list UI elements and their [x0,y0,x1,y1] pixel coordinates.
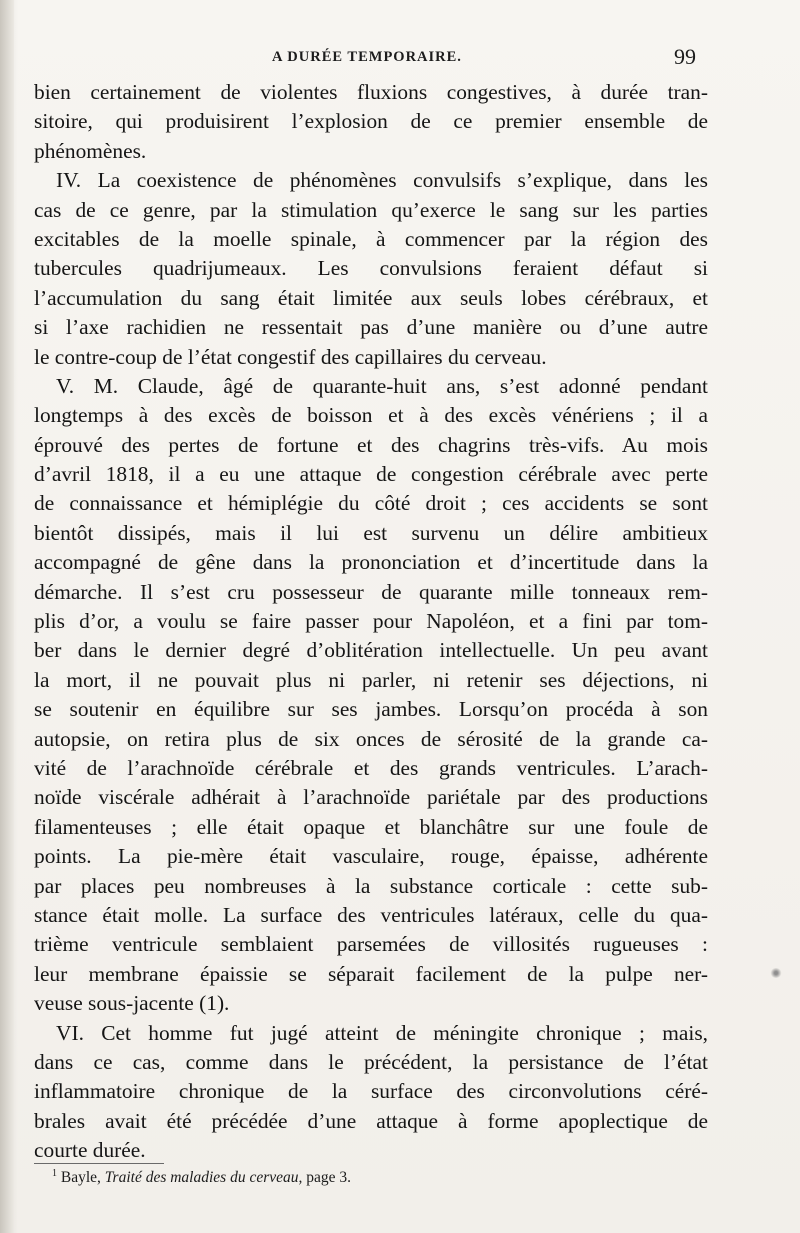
text-line: tubercules quadrijumeaux. Les convulsions feraient défaut si [34,256,708,281]
text-line: excitables de la moelle spinale, à commencer par la région des [34,226,708,251]
body-text [34,78,708,1165]
text-line: filamenteuses ; elle était opaque et blanchâtre sur une foule de [34,814,708,839]
text-line: veuse sous-jacente (1). [34,991,230,1016]
ink-stain [770,968,782,978]
text-line: l’accumulation du sang était limitée aux seuls lobes cérébraux, et [34,285,708,310]
footnote-marker: 1 [52,1168,57,1179]
text-line: par places peu nombreuses à la substance corticale : cette sub- [34,873,708,898]
text-line: sitoire, qui produisirent l’explosion de ce premier ensemble de [34,109,708,134]
text-line: leur membrane épaissie se séparait facilement de la pulpe ner- [34,961,708,986]
text-line: dans ce cas, comme dans le précédent, la persistance de l’état [34,1049,708,1074]
text-line: bientôt dissipés, mais il lui est survenu un délire ambitieux [34,520,708,545]
page-spine-shadow [0,0,14,1233]
running-title: A DURÉE TEMPORAIRE. [272,49,462,65]
text-line: d’avril 1818, il a eu une attaque de congestion cérébrale avec perte [34,462,708,487]
text-line: brales avait été précédée d’une attaque à forme apoplectique de [34,1108,708,1133]
text-line: trième ventricule semblaient parsemées de villosités rugueuses : [34,932,708,957]
text-line: V. M. Claude, âgé de quarante-huit ans, s’est adonné pendant [56,373,708,398]
footnote-author: Bayle, [60,1169,101,1187]
running-head [0,44,800,73]
text-line: cas de ce genre, par la stimulation qu’exerce le sang sur les parties [34,197,708,222]
text-line: plis d’or, a voulu se faire passer pour Napoléon, et a fini par tom- [34,609,708,634]
text-line: longtemps à des excès de boisson et à des excès vénériens ; il a [34,403,708,428]
footnote-title: Traité des maladies du cerveau, [104,1169,303,1187]
page-number: 99 [674,44,696,69]
text-line: de connaissance et hémiplégie du côté droit ; ces accidents se sont [34,491,708,516]
text-line: le contre-coup de l’état congestif des capillaires du cerveau. [34,344,547,369]
text-line: VI. Cet homme fut jugé atteint de méningite chronique ; mais, [56,1020,708,1045]
text-line: si l’axe rachidien ne ressentait pas d’une manière ou d’une autre [34,315,708,340]
text-line: vité de l’arachnoïde cérébrale et des grands ventricules. L’arach- [34,755,708,780]
text-line: noïde viscérale adhérait à l’arachnoïde pariétale par des productions [34,785,708,810]
footnote-page-ref: page 3. [306,1169,352,1187]
text-line: phénomènes. [34,138,147,163]
text-line: ber dans le dernier degré d’oblitération intellectuelle. Un peu avant [34,638,708,663]
text-line: la mort, il ne pouvait plus ni parler, ni retenir ses déjections, ni [34,667,708,692]
text-line: éprouvé des pertes de fortune et des chagrins très-vifs. Au mois [34,432,708,457]
text-line: autopsie, on retira plus de six onces de sérosité de la grande ca- [34,726,708,751]
text-line: points. La pie-mère était vasculaire, rouge, épaisse, adhérente [34,844,708,869]
text-line: démarche. Il s’est cru possesseur de quarante mille tonneaux rem- [34,579,708,604]
text-line: bien certainement de violentes fluxions congestives, à durée tran- [34,80,708,104]
text-line: IV. La coexistence de phénomènes convulsifs s’explique, dans les [56,168,708,193]
text-line: courte durée. [34,1138,146,1163]
text-line: stance était molle. La surface des ventricules latéraux, celle du qua- [34,902,708,927]
text-line: accompagné de gêne dans la prononciation et d’incertitude dans la [34,550,708,575]
footnote-rule [34,1163,164,1164]
text-line: inflammatoire chronique de la surface des circonvolutions céré- [34,1079,708,1104]
footnote [52,1168,351,1187]
text-line: se soutenir en équilibre sur ses jambes. Lorsqu’on procéda à son [34,697,708,722]
